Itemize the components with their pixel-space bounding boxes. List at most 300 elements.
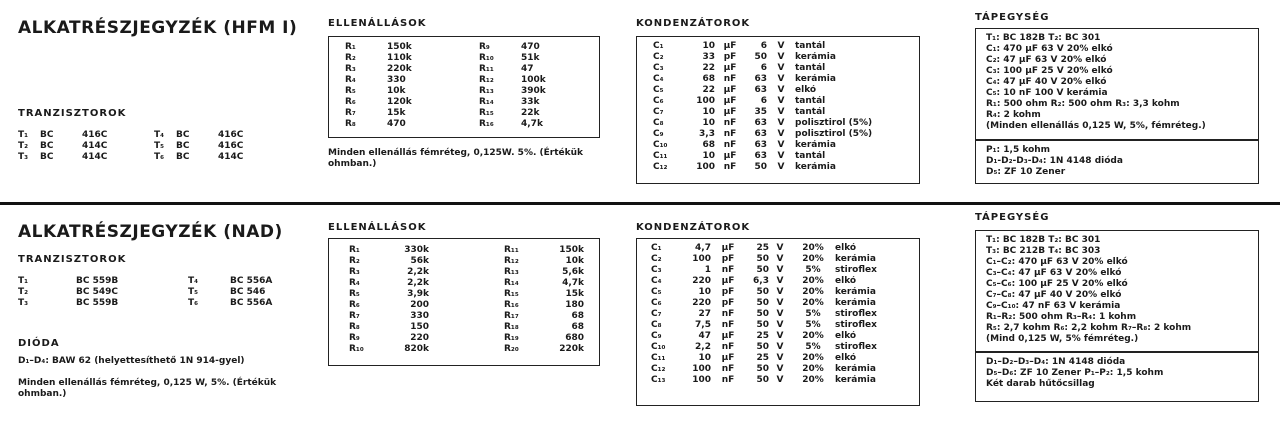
resistor-ref: R₁₃ (504, 267, 519, 277)
resistor-ref: R₁₄ (479, 97, 494, 107)
resistor-ref: R₁₇ (504, 311, 519, 321)
capacitor-voltage: 6 (760, 41, 767, 51)
capacitor-kind: tantál (795, 63, 826, 73)
table-row (504, 311, 584, 322)
nad-capacitors-heading: KONDENZÁTOROK (636, 222, 751, 233)
resistor-ref: R₆ (345, 97, 356, 107)
table-row (345, 42, 437, 53)
list-item: C₄: 47 µF 40 V 20% elkó (986, 77, 1107, 87)
transistor-ref: T₆ (154, 152, 165, 162)
capacitor-unit: µF (723, 96, 737, 106)
transistor-type: BC 546 (230, 287, 266, 297)
capacitor-volt-unit: V (777, 85, 785, 95)
list-item: D₁–D₂–D₃–D₄: 1N 4148 dióda (986, 357, 1126, 367)
resistor-value: 330 (410, 311, 429, 321)
nad-diode-heading: DIÓDA (18, 338, 60, 349)
resistor-value: 120k (387, 97, 412, 107)
capacitor-voltage: 25 (756, 331, 769, 341)
table-row (479, 75, 571, 86)
capacitor-kind: tantál (795, 41, 826, 51)
capacitor-ref: C₁₀ (651, 342, 666, 352)
transistor-type: BC 549C (76, 287, 118, 297)
resistor-ref: R₆ (349, 300, 360, 310)
list-item: C₃: 100 µF 25 V 20% elkó (986, 66, 1113, 76)
capacitor-unit: nF (723, 162, 737, 172)
table-row (345, 97, 437, 108)
resistor-value: 200 (410, 300, 429, 310)
capacitor-kind: tantál (795, 107, 826, 117)
table-row (653, 96, 905, 107)
capacitor-volt-unit: V (776, 287, 784, 297)
resistor-value: 330k (404, 245, 429, 255)
table-row (479, 97, 571, 108)
capacitor-ref: C₉ (653, 129, 664, 139)
capacitor-value: 100 (696, 96, 715, 106)
capacitor-ref: C₆ (653, 96, 664, 106)
table-row (651, 287, 905, 298)
resistor-value: 220k (387, 64, 412, 74)
resistor-value: 100k (521, 75, 546, 85)
resistor-ref: R₉ (349, 333, 360, 343)
capacitor-value: 22 (702, 85, 715, 95)
capacitor-volt-unit: V (776, 254, 784, 264)
resistor-ref: R₁₃ (479, 86, 494, 96)
transistor-ref: T₄ (188, 276, 199, 286)
resistor-ref: R₅ (345, 86, 356, 96)
list-item: C₅–C₆: 100 µF 25 V 20% elkó (986, 279, 1128, 289)
capacitor-ref: C₉ (651, 331, 662, 341)
transistor-ref: T₆ (188, 298, 199, 308)
list-item: T₁: BC 182B T₂: BC 301 (986, 33, 1101, 43)
table-row (653, 85, 905, 96)
resistor-value: 33k (521, 97, 540, 107)
table-row (345, 75, 437, 86)
resistor-value: 330 (387, 75, 406, 85)
capacitor-value: 68 (702, 74, 715, 84)
table-row (504, 344, 584, 355)
resistor-ref: R₁ (345, 42, 356, 52)
resistor-ref: R₉ (479, 42, 490, 52)
capacitor-value: 68 (702, 140, 715, 150)
capacitor-kind: tantál (795, 96, 826, 106)
capacitor-volt-unit: V (776, 353, 784, 363)
capacitor-tolerance: 20% (802, 243, 824, 253)
capacitor-unit: nF (723, 129, 737, 139)
capacitor-kind: kerámia (835, 375, 876, 385)
capacitor-ref: C₂ (651, 254, 662, 264)
capacitor-volt-unit: V (776, 309, 784, 319)
list-item: C₉–C₁₀: 47 nF 63 V kerámia (986, 301, 1121, 311)
resistor-ref: R₂₀ (504, 344, 519, 354)
hfm-power-box (975, 28, 1259, 140)
resistor-ref: R₇ (345, 108, 356, 118)
capacitor-voltage: 50 (756, 364, 769, 374)
capacitor-value: 10 (702, 107, 715, 117)
nad-resistor-note: Minden ellenállás fémréteg, 0,125 W, 5%. (Értékük ohmban.) (18, 378, 277, 399)
resistor-ref: R₁₅ (479, 108, 494, 118)
resistor-value: 3,9k (407, 289, 429, 299)
capacitor-volt-unit: V (777, 74, 785, 84)
transistor-type: BC 559B (76, 276, 119, 286)
capacitor-kind: kerámia (835, 254, 876, 264)
transistor-ref: T₁ (18, 276, 29, 286)
transistor-type: BC (176, 152, 190, 162)
capacitor-unit: pF (721, 298, 735, 308)
table-row (653, 63, 905, 74)
capacitor-unit: µF (721, 243, 735, 253)
capacitor-ref: C₄ (653, 74, 664, 84)
capacitor-kind: stiroflex (835, 309, 877, 319)
table-row (349, 311, 429, 322)
capacitor-unit: nF (721, 375, 735, 385)
capacitor-unit: nF (721, 364, 735, 374)
capacitor-kind: stiroflex (835, 342, 877, 352)
capacitor-kind: kerámia (795, 52, 836, 62)
capacitor-value: 100 (692, 375, 711, 385)
table-row (479, 42, 571, 53)
capacitor-volt-unit: V (776, 342, 784, 352)
resistor-ref: R₁₀ (479, 53, 494, 63)
capacitor-ref: C₈ (653, 118, 664, 128)
capacitor-unit: µF (721, 276, 735, 286)
resistor-value: 470 (521, 42, 540, 52)
table-row (651, 254, 905, 265)
capacitor-kind: kerámia (835, 364, 876, 374)
capacitor-kind: polisztirol (5%) (795, 129, 873, 139)
capacitor-voltage: 50 (756, 287, 769, 297)
list-item: R₅: 2,7 kohm R₆: 2,2 kohm R₇–R₈: 2 kohm (986, 323, 1192, 333)
table-row (653, 129, 905, 140)
resistor-value: 220k (559, 344, 584, 354)
capacitor-volt-unit: V (777, 96, 785, 106)
table-row (18, 152, 298, 163)
capacitor-voltage: 50 (756, 254, 769, 264)
list-item: (Minden ellenállás 0,125 W, 5%, fémréteg.) (986, 121, 1206, 131)
capacitor-voltage: 50 (756, 320, 769, 330)
capacitor-unit: µF (721, 331, 735, 341)
capacitor-voltage: 25 (756, 243, 769, 253)
table-row (653, 52, 905, 63)
capacitor-voltage: 63 (754, 74, 767, 84)
table-row (18, 298, 308, 309)
transistor-ref: T₅ (154, 141, 165, 151)
table-row (653, 118, 905, 129)
resistor-ref: R₃ (345, 64, 356, 74)
resistor-ref: R₁₈ (504, 322, 519, 332)
table-row (651, 342, 905, 353)
capacitor-ref: C₁₁ (651, 353, 666, 363)
table-row (349, 267, 429, 278)
resistor-ref: R₇ (349, 311, 360, 321)
resistor-value: 390k (521, 86, 546, 96)
table-row (18, 276, 308, 287)
resistor-ref: R₁₀ (349, 344, 364, 354)
table-row (345, 53, 437, 64)
section-divider (0, 202, 1280, 205)
table-row (651, 243, 905, 254)
transistor-ref: T₅ (188, 287, 199, 297)
nad-capacitor-table (636, 238, 920, 406)
capacitor-volt-unit: V (776, 320, 784, 330)
capacitor-volt-unit: V (777, 129, 785, 139)
nad-power-box-2 (975, 352, 1259, 402)
list-item: C₅: 10 nF 100 V kerámia (986, 88, 1108, 98)
capacitor-ref: C₆ (651, 298, 662, 308)
hfm-power-heading: TÁPEGYSÉG (975, 12, 1050, 23)
transistor-ref: T₂ (18, 141, 29, 151)
resistor-ref: R₁₁ (504, 245, 519, 255)
resistor-ref: R₁ (349, 245, 360, 255)
capacitor-value: 47 (698, 331, 711, 341)
list-item: P₁: 1,5 kohm (986, 145, 1051, 155)
table-row (345, 64, 437, 75)
capacitor-voltage: 50 (756, 375, 769, 385)
table-row (349, 300, 429, 311)
transistor-type: BC (176, 141, 190, 151)
resistor-ref: R₅ (349, 289, 360, 299)
capacitor-unit: nF (721, 309, 735, 319)
capacitor-ref: C₁ (653, 41, 664, 51)
table-row (504, 289, 584, 300)
capacitor-ref: C₃ (651, 265, 662, 275)
table-row (651, 309, 905, 320)
capacitor-voltage: 35 (754, 107, 767, 117)
resistor-ref: R₈ (345, 119, 356, 129)
capacitor-unit: nF (721, 320, 735, 330)
capacitor-volt-unit: V (777, 41, 785, 51)
capacitor-volt-unit: V (776, 364, 784, 374)
list-item: D₅–D₆: ZF 10 Zener P₁–P₂: 1,5 kohm (986, 368, 1164, 378)
capacitor-kind: polisztirol (5%) (795, 118, 873, 128)
capacitor-kind: kerámia (835, 287, 876, 297)
hfm-resistors-heading: ELLENÁLLÁSOK (328, 18, 427, 29)
table-row (653, 41, 905, 52)
capacitor-volt-unit: V (776, 243, 784, 253)
hfm-capacitors-heading: KONDENZÁTOROK (636, 18, 751, 29)
resistor-ref: R₄ (345, 75, 356, 85)
resistor-ref: R₁₆ (504, 300, 519, 310)
resistor-ref: R₃ (349, 267, 360, 277)
resistor-value: 150k (559, 245, 584, 255)
capacitor-tolerance: 5% (805, 342, 821, 352)
capacitor-unit: pF (723, 52, 737, 62)
capacitor-tolerance: 20% (802, 331, 824, 341)
resistor-value: 68 (571, 322, 584, 332)
transistor-type: BC (176, 130, 190, 140)
capacitor-kind: stiroflex (835, 265, 877, 275)
transistor-num: 416C (218, 141, 244, 151)
nad-transistor-list (18, 276, 308, 309)
capacitor-tolerance: 20% (802, 287, 824, 297)
resistor-ref: R₁₄ (504, 278, 519, 288)
capacitor-voltage: 63 (754, 85, 767, 95)
capacitor-ref: C₃ (653, 63, 664, 73)
capacitor-value: 10 (702, 151, 715, 161)
capacitor-voltage: 50 (756, 265, 769, 275)
table-row (345, 86, 437, 97)
capacitor-kind: kerámia (795, 74, 836, 84)
table-row (651, 364, 905, 375)
table-row (504, 278, 584, 289)
capacitor-value: 1 (704, 265, 711, 275)
capacitor-ref: C₁₁ (653, 151, 668, 161)
capacitor-tolerance: 20% (802, 375, 824, 385)
capacitor-tolerance: 20% (802, 254, 824, 264)
capacitor-tolerance: 5% (805, 320, 821, 330)
capacitor-value: 10 (698, 287, 711, 297)
hfm-transistors-heading: TRANZISZTOROK (18, 108, 127, 119)
table-row (345, 119, 437, 130)
capacitor-kind: kerámia (795, 140, 836, 150)
list-item: C₁: 470 µF 63 V 20% elkó (986, 44, 1113, 54)
capacitor-tolerance: 5% (805, 309, 821, 319)
table-row (651, 265, 905, 276)
capacitor-value: 33 (702, 52, 715, 62)
capacitor-value: 100 (692, 254, 711, 264)
capacitor-kind: elkó (835, 353, 857, 363)
nad-transistors-heading: TRANZISZTOROK (18, 254, 127, 265)
capacitor-volt-unit: V (776, 276, 784, 286)
resistor-value: 68 (571, 311, 584, 321)
capacitor-unit: nF (723, 74, 737, 84)
resistor-value: 680 (565, 333, 584, 343)
capacitor-value: 10 (702, 41, 715, 51)
list-item: T₁: BC 182B T₂: BC 301 (986, 235, 1101, 245)
table-row (345, 108, 437, 119)
hfm-transistor-list (18, 130, 298, 163)
resistor-value: 10k (387, 86, 406, 96)
table-row (349, 333, 429, 344)
resistor-value: 2,2k (407, 267, 429, 277)
capacitor-kind: stiroflex (835, 320, 877, 330)
table-row (504, 322, 584, 333)
capacitor-voltage: 63 (754, 129, 767, 139)
capacitor-kind: elkó (835, 276, 857, 286)
capacitor-voltage: 63 (754, 140, 767, 150)
transistor-type: BC (40, 141, 54, 151)
list-item: C₃–C₄: 47 µF 63 V 20% elkó (986, 268, 1122, 278)
table-row (504, 256, 584, 267)
table-row (479, 86, 571, 97)
resistor-ref: R₁₂ (504, 256, 519, 266)
resistor-value: 4,7k (521, 119, 543, 129)
capacitor-ref: C₅ (651, 287, 662, 297)
table-row (18, 130, 298, 141)
capacitor-voltage: 50 (754, 52, 767, 62)
resistor-value: 4,7k (562, 278, 584, 288)
resistor-value: 10k (565, 256, 584, 266)
table-row (653, 107, 905, 118)
capacitor-ref: C₁₂ (651, 364, 666, 374)
capacitor-voltage: 50 (756, 342, 769, 352)
capacitor-unit: µF (723, 41, 737, 51)
capacitor-kind: kerámia (795, 162, 836, 172)
capacitor-value: 10 (702, 118, 715, 128)
capacitor-kind: elkó (835, 331, 857, 341)
list-item: R₁: 500 ohm R₂: 500 ohm R₃: 3,3 kohm (986, 99, 1180, 109)
capacitor-tolerance: 20% (802, 353, 824, 363)
resistor-ref: R₁₅ (504, 289, 519, 299)
table-row (349, 289, 429, 300)
capacitor-ref: C₁₂ (653, 162, 668, 172)
table-row (479, 119, 571, 130)
capacitor-tolerance: 20% (802, 276, 824, 286)
capacitor-tolerance: 20% (802, 298, 824, 308)
capacitor-value: 220 (692, 276, 711, 286)
table-row (653, 140, 905, 151)
capacitor-volt-unit: V (777, 52, 785, 62)
table-row (651, 320, 905, 331)
resistor-value: 15k (565, 289, 584, 299)
capacitor-value: 27 (698, 309, 711, 319)
capacitor-unit: µF (723, 85, 737, 95)
transistor-ref: T₁ (18, 130, 29, 140)
table-row (479, 53, 571, 64)
resistor-value: 51k (521, 53, 540, 63)
list-item: C₇–C₈: 47 µF 40 V 20% elkó (986, 290, 1122, 300)
capacitor-voltage: 63 (754, 151, 767, 161)
list-item: R₄: 2 kohm (986, 110, 1041, 120)
hfm-resistor-table (328, 36, 600, 138)
capacitor-kind: elkó (835, 243, 857, 253)
capacitor-value: 3,3 (699, 129, 715, 139)
capacitor-value: 22 (702, 63, 715, 73)
capacitor-value: 100 (692, 364, 711, 374)
capacitor-voltage: 6,3 (753, 276, 769, 286)
capacitor-ref: C₇ (651, 309, 662, 319)
transistor-type: BC 556A (230, 276, 273, 286)
capacitor-ref: C₁₃ (651, 375, 666, 385)
transistor-ref: T₃ (18, 298, 29, 308)
resistor-ref: R₂ (345, 53, 356, 63)
capacitor-unit: pF (721, 287, 735, 297)
capacitor-volt-unit: V (776, 298, 784, 308)
table-row (504, 267, 584, 278)
capacitor-voltage: 50 (756, 309, 769, 319)
resistor-value: 150 (410, 322, 429, 332)
table-row (479, 108, 571, 119)
table-row (651, 353, 905, 364)
capacitor-unit: nF (721, 265, 735, 275)
capacitor-volt-unit: V (777, 63, 785, 73)
resistor-value: 15k (387, 108, 406, 118)
nad-title: ALKATRÉSZJEGYZÉK (NAD) (18, 222, 283, 242)
resistor-value: 22k (521, 108, 540, 118)
capacitor-unit: µF (721, 353, 735, 363)
table-row (651, 298, 905, 309)
capacitor-unit: nF (723, 140, 737, 150)
list-item: C₂: 47 µF 63 V 20% elkó (986, 55, 1107, 65)
table-row (651, 276, 905, 287)
table-row (349, 256, 429, 267)
transistor-type: BC 556A (230, 298, 273, 308)
transistor-num: 416C (82, 130, 108, 140)
nad-resistor-table (328, 238, 600, 366)
transistor-num: 414C (82, 141, 108, 151)
table-row (349, 322, 429, 333)
resistor-value: 2,2k (407, 278, 429, 288)
resistor-value: 180 (565, 300, 584, 310)
capacitor-volt-unit: V (776, 375, 784, 385)
table-row (651, 331, 905, 342)
resistor-ref: R₁₂ (479, 75, 494, 85)
capacitor-unit: µF (723, 107, 737, 117)
table-row (479, 64, 571, 75)
table-row (349, 278, 429, 289)
capacitor-value: 100 (696, 162, 715, 172)
capacitor-value: 10 (698, 353, 711, 363)
nad-diode-line: D₁–D₄: BAW 62 (helyettesíthető 1N 914-gyel) (18, 356, 245, 366)
